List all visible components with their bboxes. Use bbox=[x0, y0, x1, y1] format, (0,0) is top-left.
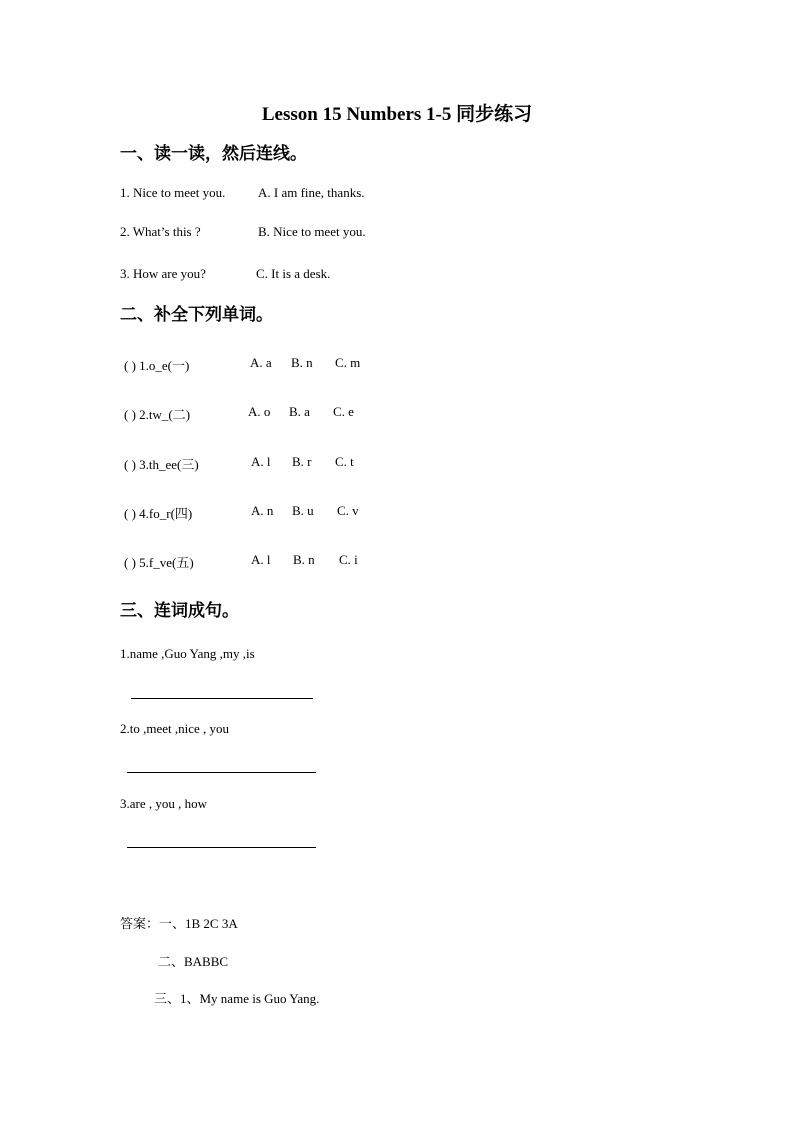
answer-line-3[interactable] bbox=[127, 847, 316, 848]
fill-item-4-option-b: B. u bbox=[292, 503, 314, 518]
match-left-2: 2. What’s this ? bbox=[120, 224, 201, 239]
fill-item-5-option-b: B. n bbox=[293, 552, 315, 567]
fill-item-4-option-c: C. v bbox=[337, 503, 359, 518]
match-right-3: C. It is a desk. bbox=[256, 266, 331, 281]
sentence-words-2: 2.to ,meet ,nice , you bbox=[120, 721, 230, 736]
fill-item-1-option-a: A. a bbox=[250, 355, 272, 370]
fill-item-3: ( ) 3.th_ee(三) bbox=[124, 457, 199, 472]
fill-item-2-option-b: B. a bbox=[289, 404, 310, 419]
fill-item-5: ( ) 5.f_ve(五) bbox=[124, 555, 194, 570]
match-left-1: 1. Nice to meet you. bbox=[120, 185, 226, 200]
answer-key-line-3: 三、1、My name is Guo Yang. bbox=[154, 991, 320, 1006]
match-right-2: B. Nice to meet you. bbox=[258, 224, 366, 239]
answer-line-1[interactable] bbox=[131, 698, 313, 699]
answer-line-2[interactable] bbox=[127, 772, 316, 773]
sentence-words-3: 3.are , you , how bbox=[120, 796, 208, 811]
fill-item-2-option-a: A. o bbox=[248, 404, 271, 419]
fill-item-3-option-b: B. r bbox=[292, 454, 312, 469]
fill-item-5-option-a: A. l bbox=[251, 552, 271, 567]
fill-item-3-option-a: A. l bbox=[251, 454, 271, 469]
fill-item-2-option-c: C. e bbox=[333, 404, 354, 419]
section1-heading: 一、读一读，然后连线。 bbox=[120, 144, 307, 163]
fill-item-1-option-c: C. m bbox=[335, 355, 361, 370]
match-left-3: 3. How are you? bbox=[120, 266, 206, 281]
fill-item-5-option-c: C. i bbox=[339, 552, 358, 567]
fill-item-4-option-a: A. n bbox=[251, 503, 274, 518]
page-title: Lesson 15 Numbers 1-5 同步练习 bbox=[261, 104, 533, 125]
fill-item-1: ( ) 1.o_e(一) bbox=[124, 358, 190, 373]
sentence-words-1: 1.name ,Guo Yang ,my ,is bbox=[120, 646, 255, 661]
fill-item-2: ( ) 2.tw_(二) bbox=[124, 407, 191, 422]
fill-item-1-option-b: B. n bbox=[291, 355, 313, 370]
match-right-1: A. I am fine, thanks. bbox=[258, 185, 365, 200]
section2-heading: 二、补全下列单词。 bbox=[120, 305, 273, 324]
answer-key-line-1: 答案：一、1B 2C 3A bbox=[120, 916, 238, 931]
answer-key-line-2: 二、BABBC bbox=[158, 954, 229, 969]
fill-item-3-option-c: C. t bbox=[335, 454, 354, 469]
section3-heading: 三、连词成句。 bbox=[120, 601, 239, 620]
fill-item-4: ( ) 4.fo_r(四) bbox=[124, 506, 193, 521]
